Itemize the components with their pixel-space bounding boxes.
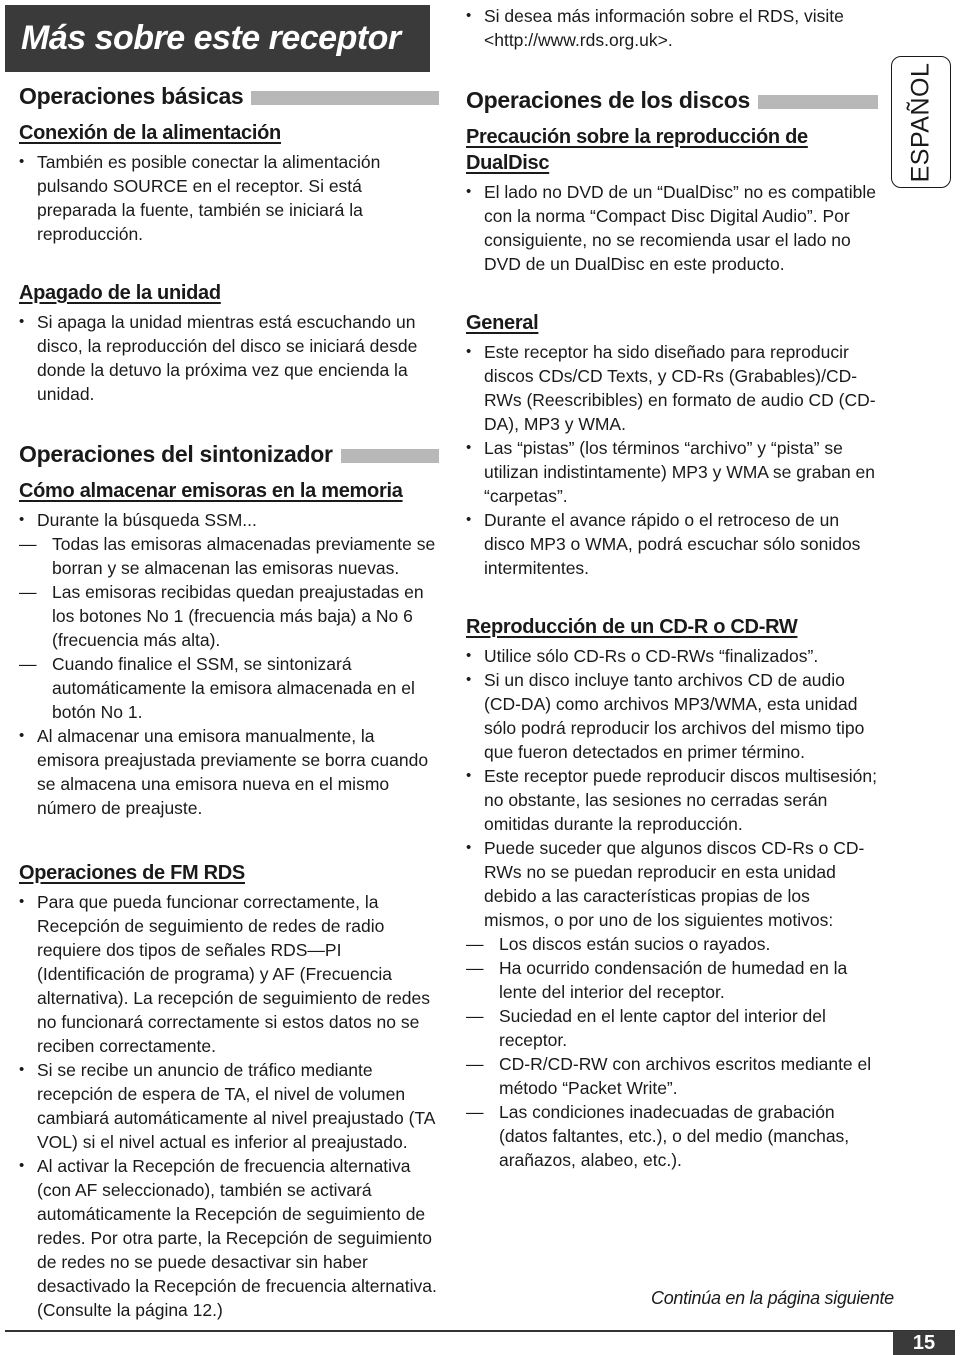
list-item: • Este receptor ha sido diseñado para reproducir discos CDs/CD Texts, y CD-Rs (Grabables)/CD-RWs (Reescribibles) en formato de audio CD (CD-DA), MP3 y WMA. <box>466 340 878 436</box>
dash-item: — Los discos están sucios o rayados. <box>466 932 878 956</box>
heading-bar <box>341 449 439 463</box>
list-item: • Si desea más información sobre el RDS, visite <http://www.rds.org.uk>. <box>466 4 878 52</box>
section-heading-basic <box>19 82 439 110</box>
list-item: • Si apaga la unidad mientras está escuchando un disco, la reproducción del disco se iniciará desde donde la detuvo la próxima vez que encienda la unidad. <box>19 310 439 406</box>
list-rds-info <box>466 4 878 52</box>
subheading-fm-rds: Operaciones de FM RDS <box>19 862 245 884</box>
section-tuner <box>19 440 439 820</box>
subheading-memory: Cómo almacenar emisoras en la memoria <box>19 480 403 502</box>
language-tab-label: ESPAÑOL <box>906 62 935 182</box>
list-item: • Para que pueda funcionar correctamente, la Recepción de seguimiento de redes de radio requiere dos tipos de señales RDS—PI (Identificación de programa) y AF (Frecuencia alternativa). La recepción de seguimiento de redes no funcionará correctamente si estos datos no se reciben correctamente. <box>19 890 439 1058</box>
heading-bar <box>758 95 878 109</box>
right-column <box>466 4 878 1172</box>
list-item: • Durante el avance rápido o el retroceso de un disco MP3 o WMA, podrá escuchar sólo sonidos intermitentes. <box>466 508 878 580</box>
page-title: Más sobre este receptor <box>5 5 430 72</box>
list-item: • El lado no DVD de un “DualDisc” no es compatible con la norma “Compact Disc Digital Audio”. Por consiguiente, no se recomienda usar el lado no DVD de un DualDisc en este producto. <box>466 180 878 276</box>
section-discs <box>466 86 878 1172</box>
dash-item: — Suciedad en el lente captor del interior del receptor. <box>466 1004 878 1052</box>
subheading-power-off: Apagado de la unidad <box>19 282 221 304</box>
language-tab <box>891 56 951 188</box>
heading-bar <box>251 91 439 105</box>
list-item: • Utilice sólo CD-Rs o CD-RWs “finalizados”. <box>466 644 878 668</box>
dash-item: — Cuando finalice el SSM, se sintonizará automáticamente la emisora almacenada en el botón No 1. <box>19 652 439 724</box>
dash-item: — Las condiciones inadecuadas de grabación (datos faltantes, etc.), o del medio (manchas, arañazos, alabeo, etc.). <box>466 1100 878 1172</box>
dash-item: — Ha ocurrido condensación de humedad en la lente del interior del receptor. <box>466 956 878 1004</box>
subheading-dualdisc: Precaución sobre la reproducción de DualDisc <box>466 126 808 174</box>
page-number: 15 <box>893 1331 955 1355</box>
section-heading-discs <box>466 86 878 114</box>
list-cdr <box>466 644 878 1172</box>
section-heading-tuner <box>19 440 439 468</box>
subheading-cdr: Reproducción de un CD-R o CD-RW <box>466 616 798 638</box>
list-dualdisc <box>466 180 878 276</box>
left-column <box>19 82 439 1322</box>
list-fm-rds <box>19 890 439 1322</box>
list-item: • Puede suceder que algunos discos CD-Rs o CD-RWs no se puedan reproducir en esta unidad debido a las características propias de los mismos, o por uno de los siguientes motivos: <box>466 836 878 932</box>
list-item: • Si un disco incluye tanto archivos CD de audio (CD-DA) como archivos MP3/WMA, esta unidad sólo podrá reproducir los archivos del mismo tipo que fueron detectados en primer término. <box>466 668 878 764</box>
subheading-general: General <box>466 312 539 334</box>
section-heading-text: Operaciones de los discos <box>466 87 750 113</box>
list-item: • Las “pistas” (los términos “archivo” y “pista” se utilizan indistintamente) MP3 y WMA se graban en “carpetas”. <box>466 436 878 508</box>
section-fm-rds <box>19 860 439 1322</box>
list-item: • Si se recibe un anuncio de tráfico mediante recepción de espera de TA, el nivel de volumen cambiará automáticamente al nivel preajustado (TA VOL) si el nivel actual es inferior al preajustado. <box>19 1058 439 1154</box>
continue-note: Continúa en la página siguiente <box>651 1288 894 1308</box>
list-item: • Al almacenar una emisora manualmente, la emisora preajustada previamente se borra cuando se almacena una emisora nueva en el mismo número de preajuste. <box>19 724 439 820</box>
footer-rule <box>5 1330 955 1332</box>
list-general <box>466 340 878 580</box>
subheading-power-on: Conexión de la alimentación <box>19 122 281 144</box>
dash-item: — CD-R/CD-RW con archivos escritos mediante el método “Packet Write”. <box>466 1052 878 1100</box>
section-basic <box>19 82 439 406</box>
list-power-off <box>19 310 439 406</box>
list-item: • Este receptor puede reproducir discos multisesión; no obstante, las sesiones no cerradas serán omitidas durante la reproducción. <box>466 764 878 836</box>
list-item: • Al activar la Recepción de frecuencia alternativa (con AF seleccionado), también se activará automáticamente la Recepción de seguimiento de redes. Por otra parte, la Recepción de seguimiento de redes no se puede desactivar sin haber desactivado la Recepción de frecuencia alternativa. (Consulte la página 12.) <box>19 1154 439 1322</box>
dash-item: — Las emisoras recibidas quedan preajustadas en los botones No 1 (frecuencia más baja) a No 6 (frecuencia más alta). <box>19 580 439 652</box>
list-power-on <box>19 150 439 246</box>
section-heading-text: Operaciones básicas <box>19 83 244 109</box>
dash-item: — Todas las emisoras almacenadas previamente se borran y se almacenan las emisoras nuevas. <box>19 532 439 580</box>
list-item: • También es posible conectar la alimentación pulsando SOURCE en el receptor. Si está preparada la fuente, también se iniciará la reproducción. <box>19 150 439 246</box>
section-heading-text: Operaciones del sintonizador <box>19 441 333 467</box>
list-memory <box>19 508 439 820</box>
list-item: • Durante la búsqueda SSM... <box>19 508 439 532</box>
